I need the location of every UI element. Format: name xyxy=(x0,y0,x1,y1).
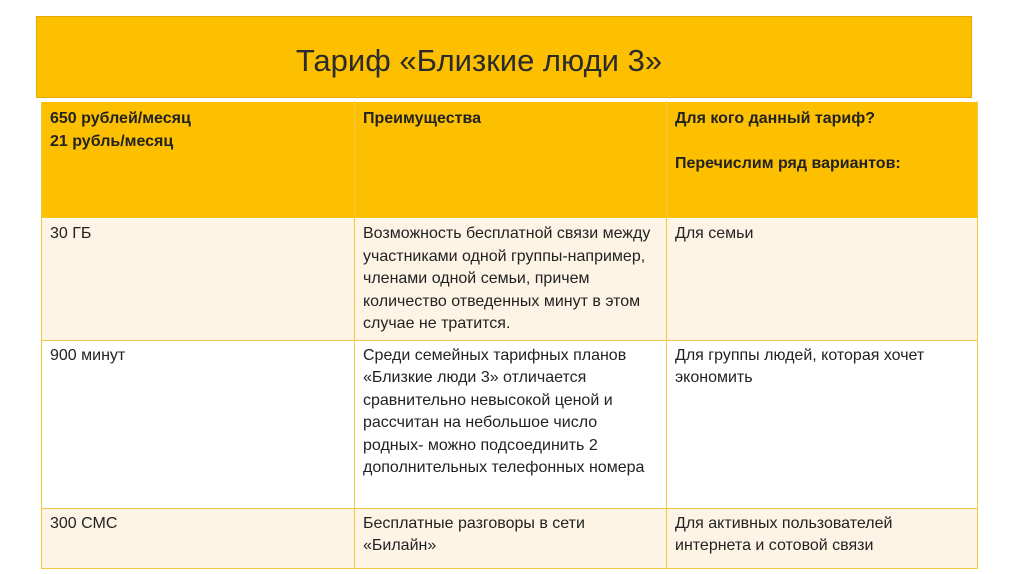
audience-cell: Для активных пользователей интернета и сотовой связи xyxy=(667,508,978,568)
header-advantages-cell xyxy=(355,102,667,219)
audience-cell: Для семьи xyxy=(667,219,978,341)
advantage-cell: Бесплатные разговоры в сети «Билайн» xyxy=(355,508,667,568)
feature-cell: 900 минут xyxy=(42,340,355,508)
header-price-cell xyxy=(42,102,355,219)
header-price-monthly: 650 рублей/месяц xyxy=(50,110,191,127)
table-row xyxy=(42,219,978,341)
table-row xyxy=(42,340,978,508)
audience-cell: Для группы людей, которая хочет экономить xyxy=(667,340,978,508)
header-audience-question: Для кого данный тариф? xyxy=(675,110,876,127)
title-bar xyxy=(36,16,972,98)
slide-title: Тариф «Близкие люди 3» xyxy=(295,43,663,78)
table-header-row xyxy=(42,102,978,219)
advantage-cell: Среди семейных тарифных планов «Близкие люди 3» отличается сравнительно невысокой ценой и рассчитан на небольшое число родных- можно подсоединить 2 дополнительных телефонных номера xyxy=(355,340,667,508)
feature-cell: 30 ГБ xyxy=(42,219,355,341)
header-spacer xyxy=(675,131,969,153)
advantage-cell: Возможность бесплатной связи между участниками одной группы-например, членами одной семьи, причем количество отведенных минут в этом случае не тратится. xyxy=(355,219,667,341)
table-row xyxy=(42,508,978,568)
header-advantages: Преимущества xyxy=(363,110,481,127)
feature-cell: 300 СМС xyxy=(42,508,355,568)
header-price-daily: 21 рубль/месяц xyxy=(50,132,174,150)
header-audience-variants: Перечислим ряд вариантов: xyxy=(675,154,901,172)
header-audience-cell xyxy=(667,102,978,219)
tariff-table xyxy=(41,101,978,569)
